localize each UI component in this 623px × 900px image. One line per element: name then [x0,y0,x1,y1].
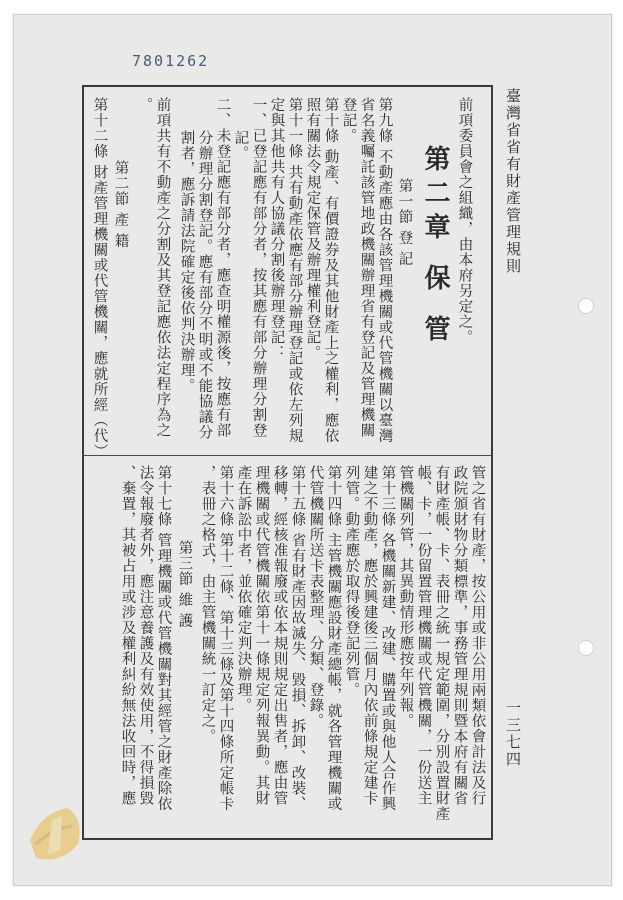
text-column: 代管機關所送卡表整理、分類、登錄。 [307,465,324,729]
text-column: 列管。動產應於取得後登記列管。 [343,465,360,698]
text-column: 帳、卡，一份留置管理機關或代管機關，一份送主 [415,465,432,806]
section-title: 第二節 產 籍 [112,160,129,249]
binding-hole-bottom [578,640,594,656]
text-column: 管之省有財產，按公用或非公用兩類依會計法及行 [469,465,486,806]
text-column: 定與其他共有人協議分割後辦理登記： [268,97,285,361]
text-column: 建之不動產，應於興建後三個月內依前條規定建卡 [361,465,378,806]
text-column: 第九條 不動產應由各該管理機關或代管機關以臺灣 [376,97,393,444]
text-column: 管機關列管，其異動情形應按年列報。 [397,465,414,729]
text-column: 前項共有不動產之分割及其登記應依法定程序為之 [154,97,171,438]
chapter-title: 第二章 保 管 [420,145,450,350]
text-column: 第十六條 第十二條、第十三條及第十四條所定帳卡 [217,465,234,812]
text-column: 一、已登記應有部分者，按其應有部分辦理分割登 [250,97,267,438]
text-column: 移轉，經核准報廢或依本規則規定出售者，應由管 [271,465,288,806]
text-column: 第十三條 各機關新建、改建、購置或與他人合作興 [379,465,396,812]
text-column: 第十四條 主管機關應設財產總帳，就各管理機關或 [325,465,342,812]
text-column: 照有關法令規定保管及辦理權利登記。 [304,97,321,361]
archive-stamp-number: 7801262 [132,52,210,70]
text-column: 分辦理分割登記。應有部分不明或不能協議分 [196,130,213,440]
text-column: 。 [136,97,153,113]
text-column: 有財產帳、卡、表冊之統一規定範圍，分別設置財產 [433,465,450,822]
text-column: 政院頒財物分類標準，事務管理規則暨本府有關省 [451,465,468,806]
text-column: 、棄置，其被占用或涉及權利糾紛無法收回時，應 [119,465,136,806]
text-column: 二、未登記應有部分者，應查明權源後，按應有部 [214,97,231,438]
text-column: 割者，應訴請法院確定後依判決辦理。 [178,130,195,394]
section-title: 第一節 登 記 [396,178,413,267]
watermark-logo-icon [22,800,92,870]
section-divider [82,455,493,456]
running-header: 臺灣省省有財產管理規則 [504,88,522,275]
text-column: 第十五條 省有財產因故滅失、毀損、拆卸、改裝、 [289,465,306,812]
text-column: 第十二條 財產管理機關或代管機關，應就所經（代） [91,97,108,460]
text-column: 理機關或代管機關依第十一條規定列報異動。其財 [253,465,270,806]
text-column: 記。 [232,130,249,161]
text-column: 登記。 [340,97,357,144]
text-column: 產在訴訟中者，並依確定判決辦理。 [235,465,252,713]
text-column: 第十條 動產、有價證券及其他財產上之權利，應依 [322,97,339,444]
text-column: ，表冊之格式，由主管機關統一訂定之。 [199,465,216,744]
page-number: 一三七四 [504,700,522,768]
text-column: 前項委員會之組織，由本府另定之。 [456,97,473,345]
text-column: 第十七條 管理機關或代管機關對其經管之財產除依 [155,465,172,812]
binding-hole-top [578,298,594,314]
text-column: 省名義囑託該管地政機關辦理省有登記及管理機關 [358,97,375,438]
text-column: 法令報廢者外，應注意養護及有效使用，不得損毀 [137,465,154,806]
text-column: 第十一條 共有動產依應有部分辦理登記或依左列規 [286,97,303,444]
section-title: 第三節 維 護 [176,540,193,629]
